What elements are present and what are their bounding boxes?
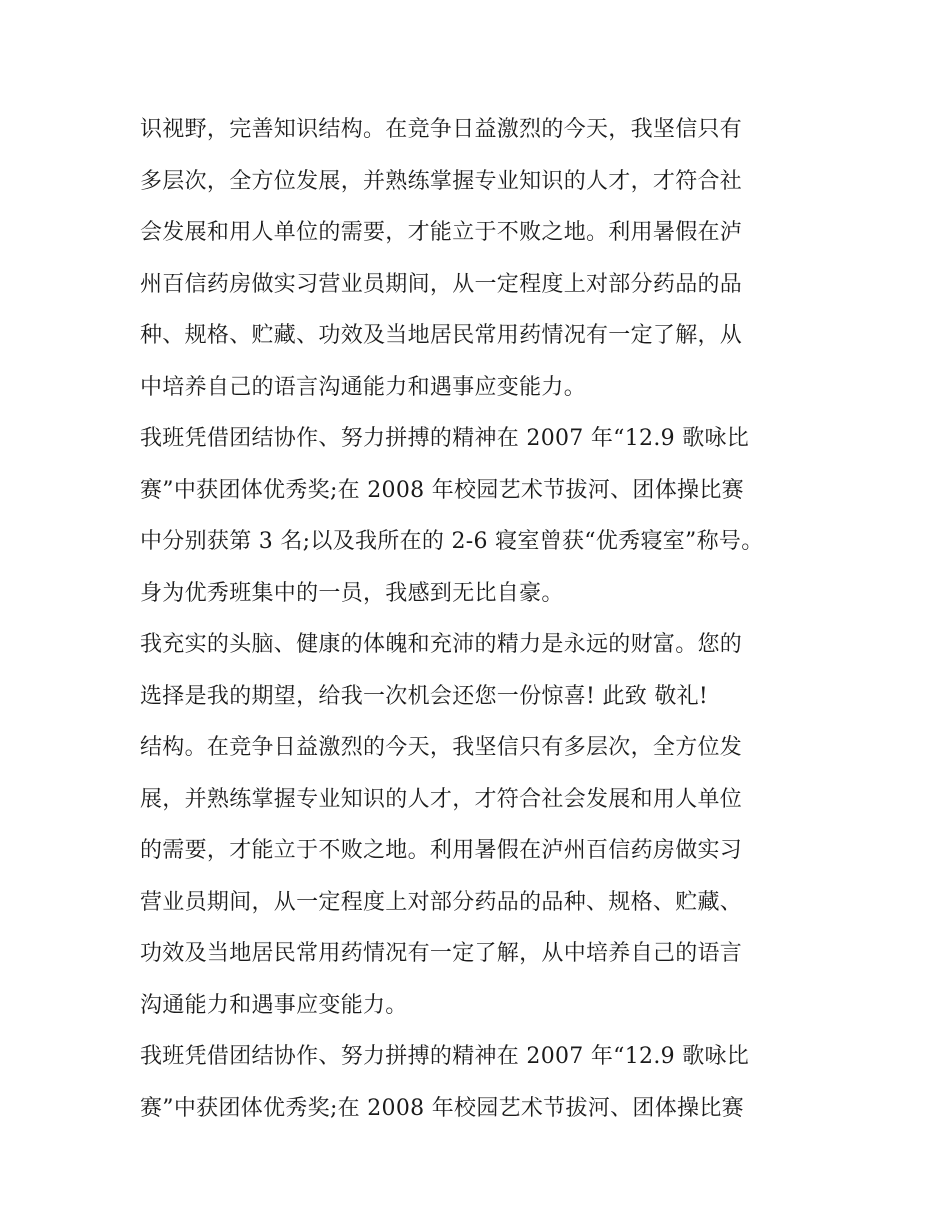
text-line: 中分别获第 3 名;以及我所在的 2-6 寝室曾获“优秀寝室”称号。 [140, 529, 764, 554]
document-body [140, 104, 830, 1134]
text-line: 展，并熟练掌握专业知识的人才，才符合社会发展和用人单位 [140, 786, 743, 812]
text-line: 我班凭借团结协作、努力拼搏的精神在 2007 年“12.9 歌咏比 [140, 426, 750, 451]
text-line: 赛”中获团体优秀奖;在 2008 年校园艺术节拔河、团体操比赛 [140, 1095, 744, 1121]
text-line: 赛”中获团体优秀奖;在 2008 年校园艺术节拔河、团体操比赛 [140, 477, 744, 503]
text-line: 种、规格、贮藏、功效及当地居民常用药情况有一定了解，从 [140, 323, 743, 348]
text-line: 营业员期间，从一定程度上对部分药品的品种、规格、贮藏、 [140, 889, 743, 915]
text-line: 沟通能力和遇事应变能力。 [140, 992, 408, 1018]
text-line: 州百信药房做实习营业员期间，从一定程度上对部分药品的品 [140, 271, 743, 297]
text-line: 我班凭借团结协作、努力拼搏的精神在 2007 年“12.9 歌咏比 [140, 1044, 750, 1069]
text-line: 我充实的头脑、健康的体魄和充沛的精力是永远的财富。您的 [140, 632, 743, 657]
text-line: 识视野，完善知识结构。在竞争日益激烈的今天，我坚信只有 [140, 117, 743, 142]
text-line: 身为优秀班集中的一员，我感到无比自豪。 [140, 580, 564, 606]
text-line: 功效及当地居民常用药情况有一定了解，从中培养自己的语言 [140, 941, 743, 966]
text-line: 多层次，全方位发展，并熟练掌握专业知识的人才，才符合社 [140, 168, 743, 194]
text-line: 选择是我的期望，给我一次机会还您一份惊喜! 此致 敬礼! [140, 683, 709, 709]
text-line: 结构。在竞争日益激烈的今天，我坚信只有多层次，全方位发 [140, 735, 743, 760]
text-line: 中培养自己的语言沟通能力和遇事应变能力。 [140, 374, 587, 400]
text-line: 会发展和用人单位的需要，才能立于不败之地。利用暑假在泸 [140, 220, 743, 245]
text-line: 的需要，才能立于不败之地。利用暑假在泸州百信药房做实习 [140, 838, 743, 863]
